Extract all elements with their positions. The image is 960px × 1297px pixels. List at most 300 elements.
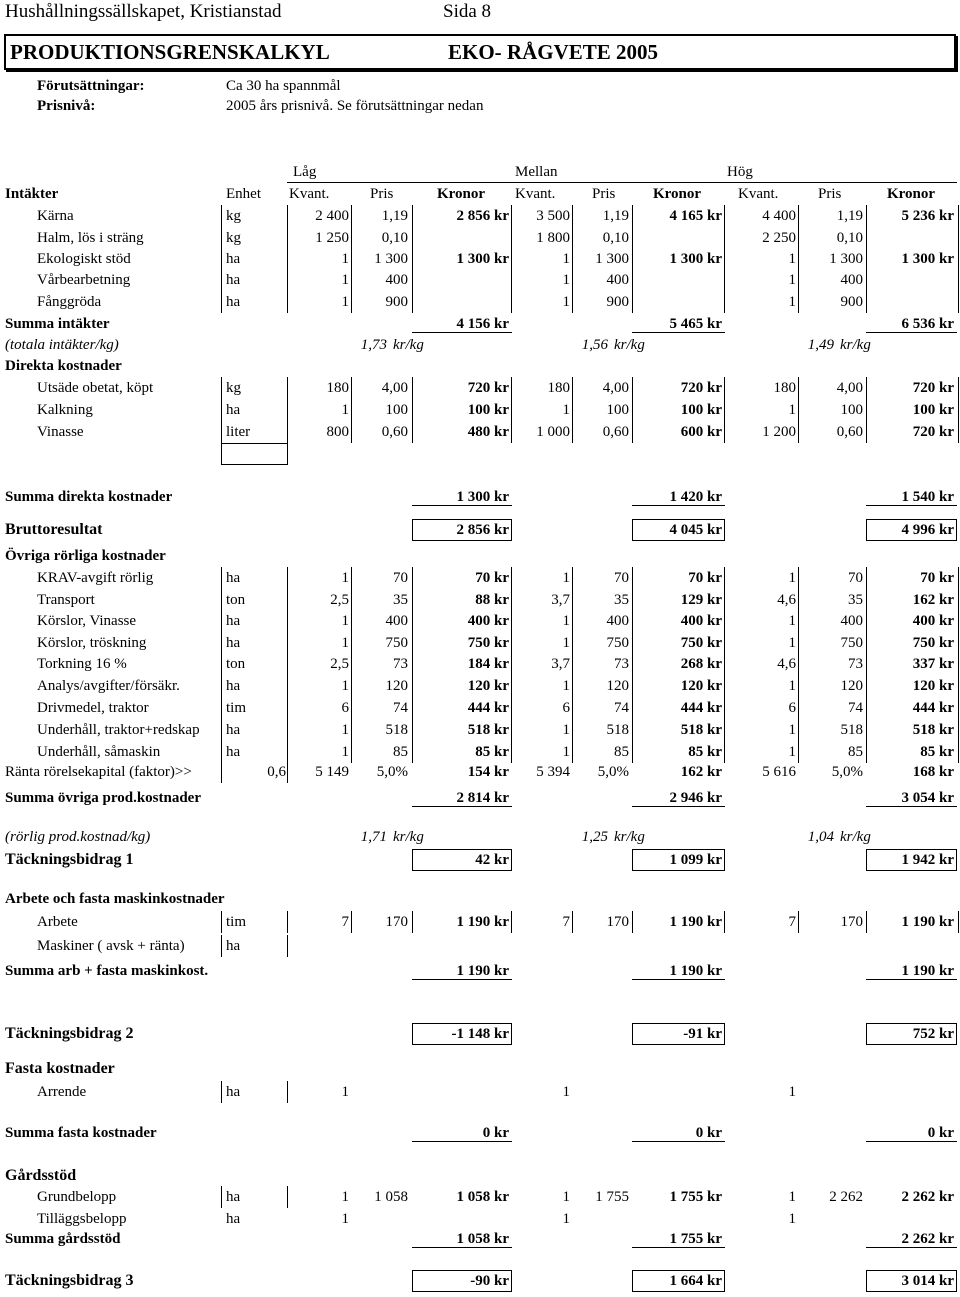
cell-value: 4,6 (777, 592, 796, 608)
cell-rule (798, 697, 799, 719)
cell-rule (632, 653, 633, 675)
cell-value: 1 (788, 744, 796, 760)
unit-rule (221, 421, 222, 443)
summary-value: 0 kr (927, 1125, 954, 1141)
row-unit: ha (226, 402, 241, 418)
cell-value: 900 (606, 294, 629, 310)
cell-value: 1 (341, 272, 349, 288)
cell-rule (351, 911, 352, 933)
cell-rule (958, 205, 959, 227)
unit-rule (221, 377, 222, 399)
summary-label: Summa intäkter (5, 316, 110, 332)
kvant-rule (287, 399, 288, 421)
cell-value: 4,6 (777, 656, 796, 672)
unit-rule (221, 610, 222, 632)
kvant-rule (287, 1186, 288, 1208)
cell-value: 1 (341, 744, 349, 760)
cell-value: 2 250 (762, 230, 796, 246)
level-low: Låg (293, 164, 317, 180)
cell-rule (572, 589, 573, 611)
ranta-rule (287, 761, 288, 783)
cell-rule (572, 269, 573, 291)
summary-value: 6 536 kr (901, 316, 954, 332)
kvant-rule (287, 719, 288, 741)
cell-rule (958, 589, 959, 611)
cell-value: 1 (788, 613, 796, 629)
row-unit: ha (226, 294, 241, 310)
cell-rule (412, 377, 413, 399)
cell-rule (412, 291, 413, 313)
cell-value: 1 300 (829, 251, 863, 267)
perkg-unit: kr/kg (393, 829, 424, 845)
cell-rule (511, 269, 512, 291)
cell-value: 400 (840, 272, 863, 288)
cell-value: 70 (848, 570, 863, 586)
cell-value: 100 (606, 402, 629, 418)
cell-value: 1 (788, 722, 796, 738)
cell-value: 1 (788, 1211, 796, 1227)
kvant-rule (287, 291, 288, 313)
price-level-value: 2005 års prisnivå. Se förutsättningar nedan (226, 98, 484, 114)
cell-value: 400 (385, 613, 408, 629)
summary-value: 0 kr (482, 1125, 509, 1141)
cell-rule (632, 911, 633, 933)
cell-rule (958, 291, 959, 313)
cell-rule (511, 205, 512, 227)
cell-rule (412, 741, 413, 763)
cell-value: 0,60 (381, 424, 408, 440)
cell-rule (572, 399, 573, 421)
cell-value: 4 400 (762, 208, 796, 224)
row-label: Kärna (37, 208, 74, 224)
row-label: Drivmedel, traktor (37, 700, 149, 716)
cell-value: 100 kr (912, 402, 954, 418)
cell-value: 1 (341, 613, 349, 629)
cell-rule (412, 248, 413, 270)
summary-value: 3 054 kr (901, 790, 954, 806)
row-label: Transport (37, 592, 95, 608)
cell-rule (724, 741, 725, 763)
cell-value: 162 kr (912, 592, 954, 608)
cell-value: 400 (385, 272, 408, 288)
summary-value: 4 156 kr (456, 316, 509, 332)
cell-value: 70 kr (475, 570, 509, 586)
kvant-rule (287, 697, 288, 719)
row-unit: ha (226, 938, 241, 954)
cell-rule (866, 741, 867, 763)
cell-rule (572, 697, 573, 719)
cell-rule (572, 227, 573, 249)
level-mid: Mellan (515, 164, 558, 180)
cell-rule (412, 653, 413, 675)
cell-value: 1 (788, 570, 796, 586)
cell-rule (632, 248, 633, 270)
cell-value: 85 (848, 744, 863, 760)
cell-rule (632, 589, 633, 611)
cell-rule (958, 632, 959, 654)
cell-value: 0,60 (602, 424, 629, 440)
col-kronor-mid: Kronor (653, 186, 702, 202)
kvant-rule (287, 205, 288, 227)
perkg-label: (totala intäkter/kg) (5, 337, 119, 353)
perkg-unit: kr/kg (614, 829, 645, 845)
cell-value: 1 190 kr (901, 914, 954, 930)
cell-rule (724, 269, 725, 291)
row-unit: kg (226, 380, 241, 396)
cell-value: 1 300 kr (669, 251, 722, 267)
cell-value: 184 kr (467, 656, 509, 672)
col-kvant-mid: Kvant. (515, 186, 556, 202)
cell-rule (572, 675, 573, 697)
ranta-label: Ränta rörelsekapital (faktor)>> (5, 764, 192, 780)
row-unit: ha (226, 722, 241, 738)
row-unit: tim (226, 914, 247, 930)
cell-rule (632, 421, 633, 443)
cell-value: 35 (393, 592, 408, 608)
cell-value: 720 kr (912, 380, 954, 396)
row-label: Vårbearbetning (37, 272, 131, 288)
unit-rule (221, 675, 222, 697)
row-label: Underhåll, såmaskin (37, 744, 161, 760)
cell-value: 1 (341, 402, 349, 418)
cell-rule (511, 741, 512, 763)
cell-value: 518 kr (912, 722, 954, 738)
row-unit: ha (226, 251, 241, 267)
unit-rule (221, 1081, 222, 1103)
kvant-rule (287, 911, 288, 933)
cell-rule (866, 227, 867, 249)
cell-value: 1 300 kr (456, 251, 509, 267)
cell-value: 900 (385, 294, 408, 310)
summary-value: 1 420 kr (669, 489, 722, 505)
col-pris-high: Pris (818, 186, 842, 202)
summary-label: Täckningsbidrag 3 (5, 1272, 134, 1289)
cell-rule (572, 377, 573, 399)
cell-rule (798, 248, 799, 270)
cell-rule (412, 632, 413, 654)
row-label: Grundbelopp (37, 1189, 117, 1205)
cell-value: 1 300 kr (901, 251, 954, 267)
cell-value: 0,10 (836, 230, 863, 246)
cell-value: 70 kr (920, 570, 954, 586)
cell-rule (572, 291, 573, 313)
ranta-factor: 0,6 (267, 764, 286, 780)
cell-value: 1 058 (374, 1189, 408, 1205)
cell-rule (572, 653, 573, 675)
section-heading: Arbete och fasta maskinkostnader (5, 891, 225, 907)
cell-rule (511, 719, 512, 741)
cell-value: 1,19 (381, 208, 408, 224)
cell-value: 268 kr (680, 656, 722, 672)
cell-value: 1 (562, 294, 570, 310)
cell-rule (724, 291, 725, 313)
cell-rule (798, 567, 799, 589)
row-unit: kg (226, 230, 241, 246)
summary-value: -1 148 kr (451, 1026, 509, 1042)
row-label: Ekologiskt stöd (37, 251, 131, 267)
kvant-rule (287, 935, 288, 957)
summary-value: 2 856 kr (456, 522, 509, 538)
cell-value: 180 (326, 380, 349, 396)
summary-label: Summa gårdsstöd (5, 1231, 121, 1247)
cell-value: 6 (341, 700, 349, 716)
cell-rule (798, 653, 799, 675)
cell-rule (724, 399, 725, 421)
crop-title: EKO- RÅGVETE 2005 (448, 40, 659, 64)
cell-value: 400 kr (912, 613, 954, 629)
unit-rule (221, 697, 222, 719)
ranta-value: 5 394 (536, 764, 570, 780)
summary-value: 1 540 kr (901, 489, 954, 505)
cell-rule (958, 227, 959, 249)
cell-value: 100 kr (467, 402, 509, 418)
cell-rule (351, 248, 352, 270)
cell-rule (572, 567, 573, 589)
cell-rule (412, 227, 413, 249)
cell-rule (798, 421, 799, 443)
cell-rule (572, 632, 573, 654)
cell-value: 337 kr (912, 656, 954, 672)
cell-value: 100 kr (680, 402, 722, 418)
cell-value: 1 250 (315, 230, 349, 246)
cell-rule (866, 719, 867, 741)
perkg-label: (rörlig prod.kostnad/kg) (5, 829, 151, 845)
ranta-value: 5,0% (831, 764, 863, 780)
cell-value: 73 (393, 656, 408, 672)
cell-rule (632, 741, 633, 763)
cell-rule (572, 719, 573, 741)
cell-value: 1 (341, 635, 349, 651)
cell-value: 444 kr (467, 700, 509, 716)
kvant-rule (287, 632, 288, 654)
cell-rule (798, 205, 799, 227)
cell-rule (866, 421, 867, 443)
assumptions-value: Ca 30 ha spannmål (226, 78, 341, 94)
cell-value: 73 (848, 656, 863, 672)
unit-rule (221, 205, 222, 227)
cell-rule (958, 653, 959, 675)
cell-rule (632, 377, 633, 399)
cell-rule (511, 589, 512, 611)
row-unit: ha (226, 744, 241, 760)
cell-value: 1 (788, 1084, 796, 1100)
kvant-rule (287, 567, 288, 589)
cell-rule (412, 719, 413, 741)
cell-rule (724, 675, 725, 697)
cell-value: 1 (562, 1211, 570, 1227)
cell-rule (632, 399, 633, 421)
summary-value: 42 kr (475, 852, 509, 868)
cell-rule (866, 567, 867, 589)
row-unit: ha (226, 635, 241, 651)
summary-value: 2 814 kr (456, 790, 509, 806)
cell-value: 1 (788, 294, 796, 310)
perkg-value: 1,73 (360, 337, 387, 353)
cell-value: 1 (341, 251, 349, 267)
cell-rule (866, 377, 867, 399)
cell-value: 120 kr (912, 678, 954, 694)
cell-rule (724, 632, 725, 654)
cell-value: 7 (562, 914, 570, 930)
cell-rule (511, 632, 512, 654)
cell-rule (798, 291, 799, 313)
cell-value: 120 (606, 678, 629, 694)
summary-value: 5 465 kr (669, 316, 722, 332)
cell-rule (724, 227, 725, 249)
summary-value: 1 942 kr (901, 852, 954, 868)
cell-value: 180 (547, 380, 570, 396)
cell-value: 1 (562, 251, 570, 267)
cell-rule (572, 248, 573, 270)
summary-label: Summa övriga prod.kostnader (5, 790, 201, 806)
cell-rule (511, 421, 512, 443)
cell-value: 2 856 kr (456, 208, 509, 224)
cell-value: 1 (341, 1211, 349, 1227)
cell-value: 1 190 kr (669, 914, 722, 930)
summary-value: 1 190 kr (901, 963, 954, 979)
cell-value: 444 kr (912, 700, 954, 716)
cell-value: 1 (341, 570, 349, 586)
cell-rule (866, 653, 867, 675)
cell-rule (412, 269, 413, 291)
kvant-rule (287, 741, 288, 763)
cell-value: 400 (606, 613, 629, 629)
row-unit: ha (226, 678, 241, 694)
cell-value: 400 kr (467, 613, 509, 629)
cell-rule (412, 911, 413, 933)
cell-value: 5 236 kr (901, 208, 954, 224)
cell-value: 1 058 kr (456, 1189, 509, 1205)
cell-rule (351, 741, 352, 763)
cell-rule (632, 632, 633, 654)
cell-value: 1 (562, 570, 570, 586)
cell-value: 1 (562, 402, 570, 418)
cell-rule (412, 675, 413, 697)
col-kvant-low: Kvant. (289, 186, 330, 202)
cell-value: 7 (341, 914, 349, 930)
cell-value: 518 kr (680, 722, 722, 738)
cell-value: 2 262 (829, 1189, 863, 1205)
row-unit: liter (226, 424, 251, 440)
cell-rule (866, 205, 867, 227)
kvant-rule (287, 377, 288, 399)
cell-rule (798, 399, 799, 421)
row-label: Kalkning (37, 402, 93, 418)
cell-rule (412, 205, 413, 227)
section-income: Intäkter (5, 186, 59, 202)
cell-rule (412, 399, 413, 421)
cell-rule (958, 719, 959, 741)
summary-value: 1 664 kr (669, 1273, 722, 1289)
cell-rule (351, 697, 352, 719)
summary-label: Summa arb + fasta maskinkost. (5, 963, 209, 979)
ranta-value: 168 kr (912, 764, 954, 780)
cell-value: 4 165 kr (669, 208, 722, 224)
cell-value: 1 (788, 678, 796, 694)
summary-value: 3 014 kr (901, 1273, 954, 1289)
cell-value: 1 (788, 1189, 796, 1205)
summary-value: 1 190 kr (669, 963, 722, 979)
cell-rule (958, 697, 959, 719)
unit-rule (221, 567, 222, 589)
cell-rule (572, 911, 573, 933)
row-label: Körslor, tröskning (37, 635, 147, 651)
summary-value: 1 300 kr (456, 489, 509, 505)
col-kronor-high: Kronor (887, 186, 936, 202)
ranta-value: 162 kr (680, 764, 722, 780)
cell-rule (351, 675, 352, 697)
cell-value: 120 (840, 678, 863, 694)
cell-rule (798, 377, 799, 399)
perkg-unit: kr/kg (393, 337, 424, 353)
kvant-rule (287, 675, 288, 697)
cell-rule (724, 205, 725, 227)
cell-rule (866, 911, 867, 933)
cell-value: 170 (840, 914, 863, 930)
row-label: Körslor, Vinasse (37, 613, 137, 629)
cell-value: 0,10 (602, 230, 629, 246)
cell-rule (511, 291, 512, 313)
cell-value: 480 kr (467, 424, 509, 440)
cell-rule (351, 632, 352, 654)
row-unit: ha (226, 613, 241, 629)
page-number: Sida 8 (443, 1, 492, 22)
cell-rule (511, 610, 512, 632)
cell-value: 750 (385, 635, 408, 651)
cell-rule (958, 610, 959, 632)
unit-rule (221, 935, 222, 957)
perkg-value: 1,71 (360, 829, 387, 845)
summary-value: 1 190 kr (456, 963, 509, 979)
cell-value: 1 (788, 635, 796, 651)
cell-value: 0,60 (836, 424, 863, 440)
cell-value: 120 (385, 678, 408, 694)
price-level-label: Prisnivå: (37, 98, 96, 114)
cell-rule (572, 741, 573, 763)
cell-value: 1 800 (536, 230, 570, 246)
cell-value: 74 (848, 700, 863, 716)
cell-value: 129 kr (680, 592, 722, 608)
cell-rule (412, 589, 413, 611)
cell-rule (351, 291, 352, 313)
cell-value: 73 (614, 656, 629, 672)
summary-value: 4 996 kr (901, 522, 954, 538)
cell-rule (632, 697, 633, 719)
row-unit: ha (226, 1189, 241, 1205)
col-pris-low: Pris (370, 186, 394, 202)
section-heading: Gårdsstöd (5, 1167, 77, 1184)
row-label: Vinasse (37, 424, 84, 440)
kvant-rule (287, 227, 288, 249)
row-unit: ton (226, 656, 246, 672)
summary-value: 752 kr (912, 1026, 954, 1042)
cell-value: 1 (562, 678, 570, 694)
row-label: Arbete (37, 914, 78, 930)
cell-value: 900 (840, 294, 863, 310)
cell-rule (866, 399, 867, 421)
cell-value: 6 (788, 700, 796, 716)
summary-value: 1 099 kr (669, 852, 722, 868)
cell-value: 1 (562, 1084, 570, 1100)
cell-value: 4,00 (381, 380, 408, 396)
cell-value: 1,19 (836, 208, 863, 224)
cell-rule (798, 675, 799, 697)
cell-rule (958, 675, 959, 697)
cell-value: 100 (840, 402, 863, 418)
row-unit: ha (226, 570, 241, 586)
cell-value: 4,00 (602, 380, 629, 396)
cell-rule (866, 589, 867, 611)
